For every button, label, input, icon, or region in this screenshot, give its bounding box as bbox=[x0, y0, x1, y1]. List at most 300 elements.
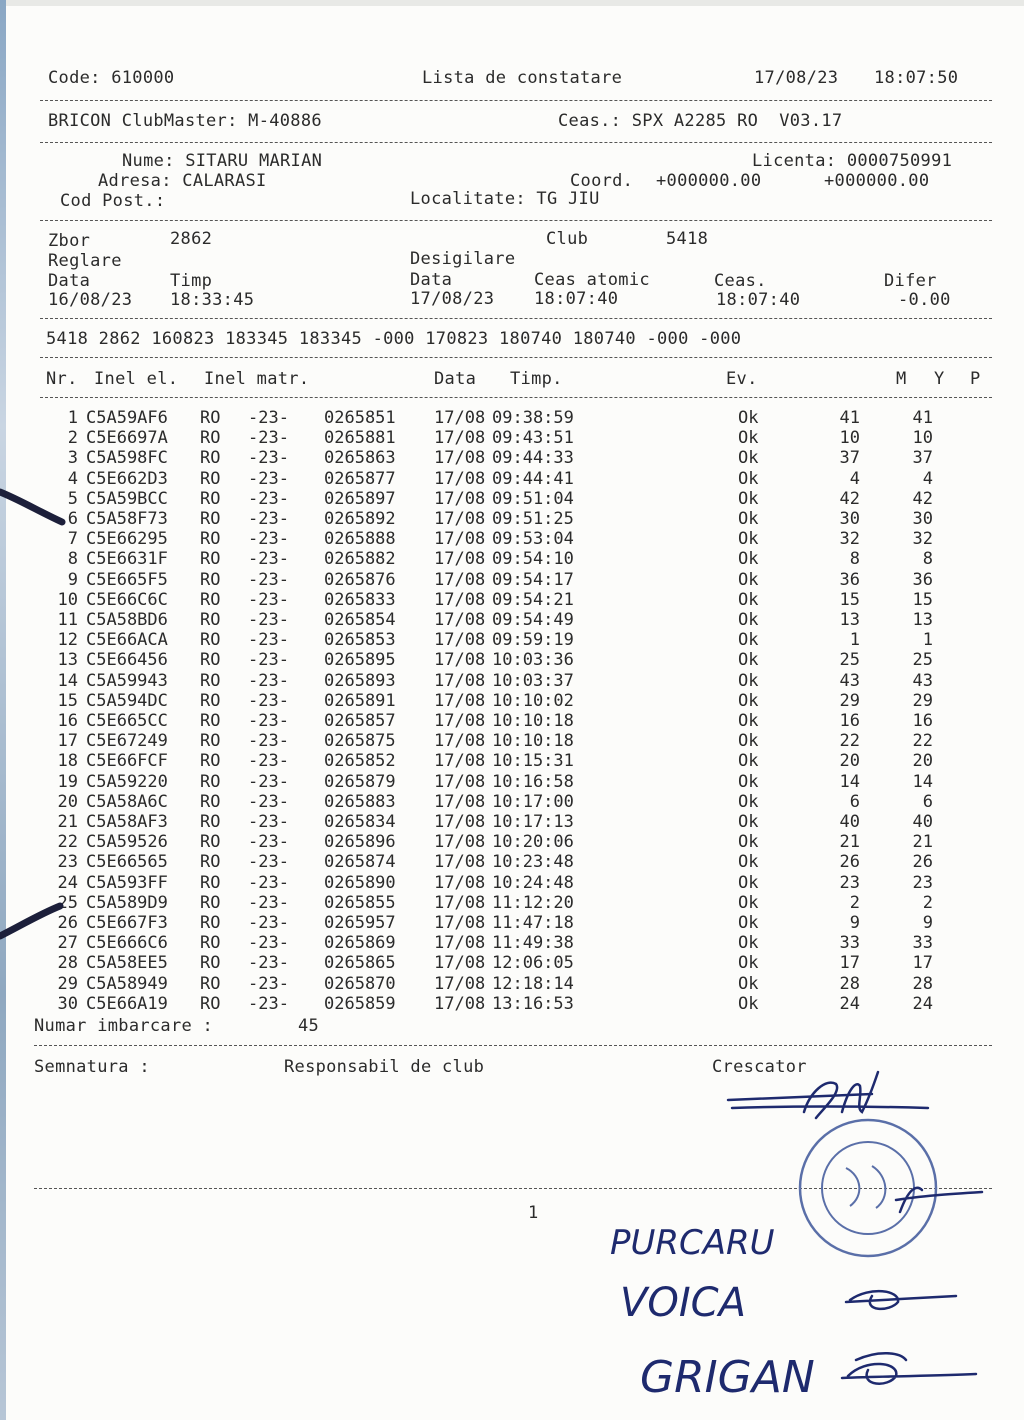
electronic-ring: C5E6631F bbox=[86, 549, 168, 570]
ring-year: -23- bbox=[248, 549, 289, 570]
rank-m: 29 bbox=[839, 690, 860, 711]
boarding-value: 45 bbox=[298, 1016, 320, 1036]
row-number: 6 bbox=[67, 509, 78, 529]
arrival-time: 11:49:38 bbox=[492, 933, 574, 954]
arrival-time: 09:53:04 bbox=[492, 529, 574, 550]
coord-value-2: +000000.00 bbox=[824, 171, 930, 191]
event-status: Ok bbox=[738, 872, 759, 893]
rank-m: 24 bbox=[839, 993, 860, 1014]
ring-year: -23- bbox=[248, 812, 289, 832]
ring-number: 0265865 bbox=[324, 953, 396, 974]
row-number: 17 bbox=[57, 731, 78, 752]
ring-number: 0265833 bbox=[324, 589, 396, 610]
country-code: RO bbox=[200, 731, 221, 752]
event-status: Ok bbox=[738, 953, 759, 974]
ring-year: -23- bbox=[248, 791, 289, 812]
rank-m: 6 bbox=[849, 791, 860, 812]
event-status: Ok bbox=[738, 468, 759, 489]
arrival-date: 17/08 bbox=[434, 630, 486, 651]
row-number: 3 bbox=[67, 448, 78, 469]
ring-number: 0265888 bbox=[324, 529, 396, 550]
rank-m: 33 bbox=[839, 933, 860, 954]
row-number: 21 bbox=[57, 812, 78, 832]
row-number: 4 bbox=[67, 468, 78, 489]
electronic-ring: C5A59BCC bbox=[86, 488, 168, 509]
electronic-ring: C5E66FCF bbox=[86, 751, 168, 772]
row-number: 26 bbox=[57, 913, 78, 933]
electronic-ring: C5A594DC bbox=[86, 690, 168, 711]
ring-number: 0265883 bbox=[324, 791, 396, 812]
country-code: RO bbox=[200, 650, 221, 671]
country-code: RO bbox=[200, 812, 221, 832]
ring-number: 0265869 bbox=[324, 933, 396, 954]
rank-m: 1 bbox=[849, 630, 860, 651]
rank-y: 17 bbox=[912, 953, 933, 974]
rank-y: 23 bbox=[912, 872, 933, 893]
row-number: 10 bbox=[57, 589, 78, 610]
rank-m: 26 bbox=[839, 852, 860, 873]
ring-number: 0265897 bbox=[324, 488, 396, 509]
rank-y: 9 bbox=[922, 913, 933, 933]
rank-y: 28 bbox=[912, 973, 933, 994]
row-number: 18 bbox=[57, 751, 78, 772]
arrival-time: 09:54:17 bbox=[492, 569, 574, 590]
row-number: 29 bbox=[57, 973, 78, 994]
country-code: RO bbox=[200, 751, 221, 772]
rank-y: 40 bbox=[912, 812, 933, 832]
atomic-clock-label: Ceas atomic bbox=[534, 270, 650, 290]
desig-date-label: Data bbox=[410, 270, 453, 290]
row-number: 20 bbox=[57, 791, 78, 812]
ring-year: -23- bbox=[248, 953, 289, 974]
arrival-time: 09:44:41 bbox=[492, 468, 574, 489]
rank-m: 28 bbox=[839, 973, 860, 994]
row-number: 8 bbox=[67, 549, 78, 570]
country-code: RO bbox=[200, 468, 221, 489]
country-code: RO bbox=[200, 670, 221, 691]
electronic-ring: C5E66456 bbox=[86, 650, 168, 671]
arrival-time: 09:54:49 bbox=[492, 610, 574, 630]
ring-number: 0265854 bbox=[324, 610, 396, 630]
electronic-ring: C5A593FF bbox=[86, 872, 168, 893]
breeder-signature-icon bbox=[728, 1072, 928, 1118]
rank-y: 26 bbox=[912, 852, 933, 873]
postal-code-label: Cod Post.: bbox=[60, 191, 166, 211]
ring-year: -23- bbox=[248, 731, 289, 752]
country-code: RO bbox=[200, 509, 221, 529]
ring-year: -23- bbox=[248, 993, 289, 1014]
event-status: Ok bbox=[738, 509, 759, 529]
arrival-time: 10:10:02 bbox=[492, 690, 574, 711]
ring-number: 0265896 bbox=[324, 832, 396, 853]
country-code: RO bbox=[200, 872, 221, 893]
difference-value: -0.00 bbox=[898, 290, 951, 310]
arrival-time: 09:38:59 bbox=[492, 408, 574, 428]
country-code: RO bbox=[200, 630, 221, 651]
arrival-date: 17/08 bbox=[434, 973, 486, 994]
handwritten-name-3: GRIGAN bbox=[640, 1352, 815, 1403]
arrival-date: 17/08 bbox=[434, 791, 486, 812]
flight-code-line: 5418 2862 160823 183345 183345 -000 170823 180740 180740 -000 -000 bbox=[46, 329, 742, 349]
event-status: Ok bbox=[738, 791, 759, 812]
rank-y: 43 bbox=[912, 670, 933, 691]
rank-y: 10 bbox=[912, 428, 933, 449]
electronic-ring: C5A58949 bbox=[86, 973, 168, 994]
ring-year: -23- bbox=[248, 892, 289, 913]
ring-year: -23- bbox=[248, 852, 289, 873]
arrival-time: 12:06:05 bbox=[492, 953, 574, 974]
row-number: 16 bbox=[57, 711, 78, 731]
ring-number: 0265875 bbox=[324, 731, 396, 752]
event-status: Ok bbox=[738, 751, 759, 772]
desig-date: 17/08/23 bbox=[410, 289, 495, 309]
rank-m: 41 bbox=[839, 408, 860, 428]
arrival-date: 17/08 bbox=[434, 993, 486, 1014]
country-code: RO bbox=[200, 933, 221, 954]
ring-year: -23- bbox=[248, 529, 289, 550]
clock-label: Ceas. bbox=[714, 271, 767, 291]
arrival-date: 17/08 bbox=[434, 711, 486, 731]
electronic-ring: C5A58BD6 bbox=[86, 610, 168, 630]
arrival-date: 17/08 bbox=[434, 569, 486, 590]
country-code: RO bbox=[200, 690, 221, 711]
country-code: RO bbox=[200, 973, 221, 994]
difference-label: Difer bbox=[884, 271, 937, 291]
arrival-date: 17/08 bbox=[434, 650, 486, 671]
rank-y: 6 bbox=[922, 791, 933, 812]
code-label: Code: 610000 bbox=[48, 68, 175, 88]
arrival-date: 17/08 bbox=[434, 690, 486, 711]
rank-y: 41 bbox=[912, 408, 933, 428]
event-status: Ok bbox=[738, 670, 759, 691]
breeder-label: Crescator bbox=[712, 1057, 807, 1077]
arrival-time: 09:54:10 bbox=[492, 549, 574, 570]
event-status: Ok bbox=[738, 731, 759, 752]
event-status: Ok bbox=[738, 549, 759, 570]
row-number: 30 bbox=[57, 993, 78, 1014]
arrival-date: 17/08 bbox=[434, 488, 486, 509]
arrival-time: 09:43:51 bbox=[492, 428, 574, 449]
arrival-time: 10:16:58 bbox=[492, 771, 574, 792]
electronic-ring: C5E667F3 bbox=[86, 913, 168, 933]
clock-id: Ceas.: SPX A2285 RO V03.17 bbox=[558, 111, 843, 131]
rank-y: 21 bbox=[912, 832, 933, 853]
electronic-ring: C5A59220 bbox=[86, 771, 168, 792]
page-number: 1 bbox=[528, 1203, 539, 1223]
event-status: Ok bbox=[738, 711, 759, 731]
arrival-date: 17/08 bbox=[434, 913, 486, 933]
reglare-time-label: Timp bbox=[170, 271, 213, 291]
rank-m: 25 bbox=[839, 650, 860, 671]
event-status: Ok bbox=[738, 488, 759, 509]
club-value: 5418 bbox=[666, 229, 709, 249]
country-code: RO bbox=[200, 569, 221, 590]
rank-y: 20 bbox=[912, 751, 933, 772]
ring-number: 0265893 bbox=[324, 670, 396, 691]
ring-number: 0265851 bbox=[324, 408, 396, 428]
ring-year: -23- bbox=[248, 569, 289, 590]
country-code: RO bbox=[200, 832, 221, 853]
arrival-time: 09:44:33 bbox=[492, 448, 574, 469]
reglare-date: 16/08/23 bbox=[48, 290, 133, 310]
row-number: 12 bbox=[57, 630, 78, 651]
ring-number: 0265881 bbox=[324, 428, 396, 449]
rank-y: 4 bbox=[922, 468, 933, 489]
reglare-time: 18:33:45 bbox=[170, 290, 255, 310]
rank-m: 22 bbox=[839, 731, 860, 752]
ring-year: -23- bbox=[248, 509, 289, 529]
arrival-date: 17/08 bbox=[434, 509, 486, 529]
reglare-label: Reglare bbox=[48, 251, 122, 271]
ring-year: -23- bbox=[248, 872, 289, 893]
electronic-ring: C5A58AF3 bbox=[86, 812, 168, 832]
event-status: Ok bbox=[738, 852, 759, 873]
arrival-date: 17/08 bbox=[434, 610, 486, 630]
row-number: 25 bbox=[57, 892, 78, 913]
ring-number: 0265890 bbox=[324, 872, 396, 893]
ring-year: -23- bbox=[248, 973, 289, 994]
flight-value: 2862 bbox=[170, 229, 213, 249]
ring-number: 0265877 bbox=[324, 468, 396, 489]
rank-m: 13 bbox=[839, 610, 860, 630]
arrival-time: 10:10:18 bbox=[492, 731, 574, 752]
arrival-date: 17/08 bbox=[434, 428, 486, 449]
arrival-time: 10:03:36 bbox=[492, 650, 574, 671]
rank-y: 24 bbox=[912, 993, 933, 1014]
electronic-ring: C5E67249 bbox=[86, 731, 168, 752]
rank-y: 13 bbox=[912, 610, 933, 630]
rank-y: 42 bbox=[912, 488, 933, 509]
ring-year: -23- bbox=[248, 650, 289, 671]
ring-year: -23- bbox=[248, 448, 289, 469]
country-code: RO bbox=[200, 529, 221, 550]
owner-address: Adresa: CALARASI bbox=[98, 171, 267, 191]
electronic-ring: C5E665F5 bbox=[86, 569, 168, 590]
initials-mark-icon bbox=[846, 1291, 956, 1309]
electronic-ring: C5E66C6C bbox=[86, 589, 168, 610]
rank-y: 33 bbox=[912, 933, 933, 954]
ring-number: 0265879 bbox=[324, 771, 396, 792]
rank-m: 9 bbox=[849, 913, 860, 933]
rank-m: 17 bbox=[839, 953, 860, 974]
marker-stroke bbox=[0, 906, 60, 936]
coord-label: Coord. bbox=[570, 171, 634, 191]
rank-m: 15 bbox=[839, 589, 860, 610]
electronic-ring: C5A58F73 bbox=[86, 509, 168, 529]
ring-number: 0265891 bbox=[324, 690, 396, 711]
reglare-date-label: Data bbox=[48, 271, 91, 291]
ring-year: -23- bbox=[248, 670, 289, 691]
ring-year: -23- bbox=[248, 933, 289, 954]
boarding-label: Numar imbarcare : bbox=[34, 1016, 214, 1036]
event-status: Ok bbox=[738, 610, 759, 630]
event-status: Ok bbox=[738, 589, 759, 610]
electronic-ring: C5A598FC bbox=[86, 448, 168, 469]
ring-year: -23- bbox=[248, 711, 289, 731]
country-code: RO bbox=[200, 428, 221, 449]
rank-y: 30 bbox=[912, 509, 933, 529]
col-header-p: P bbox=[970, 369, 981, 389]
electronic-ring: C5E662D3 bbox=[86, 468, 168, 489]
country-code: RO bbox=[200, 408, 221, 428]
rank-m: 32 bbox=[839, 529, 860, 550]
country-code: RO bbox=[200, 791, 221, 812]
event-status: Ok bbox=[738, 771, 759, 792]
row-number: 9 bbox=[67, 569, 78, 590]
ring-year: -23- bbox=[248, 771, 289, 792]
row-number: 11 bbox=[57, 610, 78, 630]
ring-year: -23- bbox=[248, 468, 289, 489]
row-number: 13 bbox=[57, 650, 78, 671]
arrival-date: 17/08 bbox=[434, 892, 486, 913]
rank-m: 37 bbox=[839, 448, 860, 469]
arrival-date: 17/08 bbox=[434, 933, 486, 954]
row-number: 15 bbox=[57, 690, 78, 711]
rank-m: 20 bbox=[839, 751, 860, 772]
ring-number: 0265859 bbox=[324, 993, 396, 1014]
marker-stroke bbox=[0, 492, 62, 522]
handwritten-name-1: PURCARU bbox=[610, 1223, 775, 1263]
country-code: RO bbox=[200, 711, 221, 731]
ring-number: 0265870 bbox=[324, 973, 396, 994]
rank-m: 30 bbox=[839, 509, 860, 529]
arrival-time: 11:47:18 bbox=[492, 913, 574, 933]
country-code: RO bbox=[200, 488, 221, 509]
arrival-date: 17/08 bbox=[434, 468, 486, 489]
ring-number: 0265853 bbox=[324, 630, 396, 651]
rank-m: 8 bbox=[849, 549, 860, 570]
arrival-time: 10:15:31 bbox=[492, 751, 574, 772]
rank-m: 16 bbox=[839, 711, 860, 731]
electronic-ring: C5E665CC bbox=[86, 711, 168, 731]
arrival-time: 11:12:20 bbox=[492, 892, 574, 913]
ring-number: 0265876 bbox=[324, 569, 396, 590]
row-number: 28 bbox=[57, 953, 78, 974]
country-code: RO bbox=[200, 610, 221, 630]
rank-y: 16 bbox=[912, 711, 933, 731]
owner-name: Nume: SITARU MARIAN bbox=[122, 151, 323, 171]
arrival-date: 17/08 bbox=[434, 953, 486, 974]
row-number: 5 bbox=[67, 488, 78, 509]
arrival-date: 17/08 bbox=[434, 408, 486, 428]
rank-y: 2 bbox=[922, 892, 933, 913]
event-status: Ok bbox=[738, 690, 759, 711]
ring-year: -23- bbox=[248, 690, 289, 711]
row-number: 14 bbox=[57, 670, 78, 691]
electronic-ring: C5E66A19 bbox=[86, 993, 168, 1014]
arrival-date: 17/08 bbox=[434, 731, 486, 752]
col-header-ring-matr: Inel matr. bbox=[204, 369, 310, 389]
row-number: 2 bbox=[67, 428, 78, 449]
rank-y: 29 bbox=[912, 690, 933, 711]
country-code: RO bbox=[200, 993, 221, 1014]
electronic-ring: C5E6697A bbox=[86, 428, 168, 449]
arrival-time: 10:24:48 bbox=[492, 872, 574, 893]
handwritten-name-2: VOICA bbox=[620, 1280, 746, 1326]
ring-year: -23- bbox=[248, 488, 289, 509]
arrival-time: 09:51:25 bbox=[492, 509, 574, 529]
ring-number: 0265857 bbox=[324, 711, 396, 731]
col-header-date: Data bbox=[434, 369, 477, 389]
arrival-date: 17/08 bbox=[434, 812, 486, 832]
desigilare-label: Desigilare bbox=[410, 249, 516, 269]
country-code: RO bbox=[200, 448, 221, 469]
ring-year: -23- bbox=[248, 751, 289, 772]
rank-y: 22 bbox=[912, 731, 933, 752]
arrival-date: 17/08 bbox=[434, 670, 486, 691]
electronic-ring: C5A59526 bbox=[86, 832, 168, 853]
rank-m: 10 bbox=[839, 428, 860, 449]
club-responsible-label: Responsabil de club bbox=[284, 1057, 485, 1077]
event-status: Ok bbox=[738, 933, 759, 954]
event-status: Ok bbox=[738, 973, 759, 994]
header-time: 18:07:50 bbox=[874, 68, 959, 88]
event-status: Ok bbox=[738, 650, 759, 671]
electronic-ring: C5E666C6 bbox=[86, 933, 168, 954]
rank-m: 23 bbox=[839, 872, 860, 893]
arrival-time: 09:51:04 bbox=[492, 488, 574, 509]
row-number: 19 bbox=[57, 771, 78, 792]
arrival-date: 17/08 bbox=[434, 549, 486, 570]
ring-number: 0265895 bbox=[324, 650, 396, 671]
col-header-time: Timp. bbox=[510, 369, 563, 389]
electronic-ring: C5A58EE5 bbox=[86, 953, 168, 974]
row-number: 24 bbox=[57, 872, 78, 893]
ring-year: -23- bbox=[248, 832, 289, 853]
locality: Localitate: TG JIU bbox=[410, 189, 600, 209]
initials-mark-icon bbox=[842, 1353, 976, 1383]
electronic-ring: C5A589D9 bbox=[86, 892, 168, 913]
ring-year: -23- bbox=[248, 610, 289, 630]
col-header-m: M bbox=[896, 369, 907, 389]
col-header-y: Y bbox=[934, 369, 945, 389]
rank-m: 43 bbox=[839, 670, 860, 691]
ring-year: -23- bbox=[248, 913, 289, 933]
ring-number: 0265874 bbox=[324, 852, 396, 873]
clock-time: 18:07:40 bbox=[716, 290, 801, 310]
row-number: 7 bbox=[67, 529, 78, 550]
ring-number: 0265852 bbox=[324, 751, 396, 772]
document-title: Lista de constatare bbox=[422, 68, 623, 88]
event-status: Ok bbox=[738, 892, 759, 913]
arrival-date: 17/08 bbox=[434, 832, 486, 853]
arrival-time: 10:23:48 bbox=[492, 852, 574, 873]
electronic-ring: C5E66565 bbox=[86, 852, 168, 873]
country-code: RO bbox=[200, 892, 221, 913]
arrival-time: 12:18:14 bbox=[492, 973, 574, 994]
rank-y: 37 bbox=[912, 448, 933, 469]
event-status: Ok bbox=[738, 408, 759, 428]
rank-y: 1 bbox=[922, 630, 933, 651]
electronic-ring: C5A58A6C bbox=[86, 791, 168, 812]
rank-y: 25 bbox=[912, 650, 933, 671]
electronic-ring: C5A59AF6 bbox=[86, 408, 168, 428]
rank-y: 8 bbox=[922, 549, 933, 570]
arrival-time: 10:17:00 bbox=[492, 791, 574, 812]
event-status: Ok bbox=[738, 812, 759, 832]
arrival-time: 10:03:37 bbox=[492, 670, 574, 691]
arrival-date: 17/08 bbox=[434, 771, 486, 792]
ring-number: 0265863 bbox=[324, 448, 396, 469]
rank-m: 2 bbox=[849, 892, 860, 913]
arrival-date: 17/08 bbox=[434, 529, 486, 550]
arrival-time: 10:10:18 bbox=[492, 711, 574, 731]
country-code: RO bbox=[200, 549, 221, 570]
col-header-nr: Nr. bbox=[46, 369, 78, 389]
electronic-ring: C5A59943 bbox=[86, 670, 168, 691]
rank-y: 36 bbox=[912, 569, 933, 590]
ring-year: -23- bbox=[248, 630, 289, 651]
